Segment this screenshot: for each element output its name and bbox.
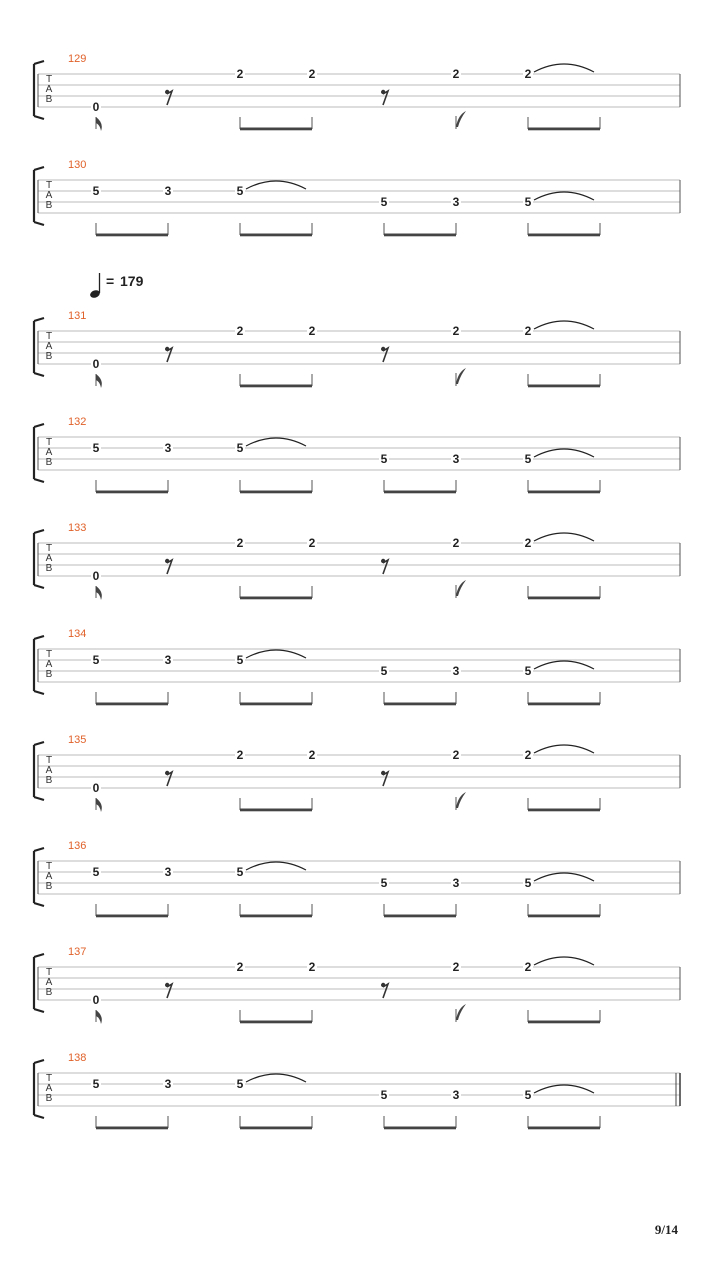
measure-number: 132 bbox=[68, 416, 87, 428]
fret-number: 5 bbox=[236, 184, 244, 198]
fret-number: 3 bbox=[452, 664, 460, 678]
fret-number: 2 bbox=[452, 67, 460, 81]
fret-number: 5 bbox=[92, 184, 100, 198]
fret-number: 5 bbox=[380, 1088, 388, 1102]
tab-clef-letter: A bbox=[45, 341, 53, 352]
tie-arc bbox=[534, 321, 594, 329]
system-bracket bbox=[34, 954, 44, 1012]
beam bbox=[240, 491, 312, 494]
system-bracket bbox=[34, 424, 44, 482]
fret-number: 2 bbox=[452, 324, 460, 338]
eighth-rest-icon bbox=[165, 90, 172, 105]
tab-clef-letter: B bbox=[45, 881, 53, 892]
tab-clef-letter: T bbox=[45, 649, 53, 660]
beam bbox=[528, 128, 600, 131]
tab-clef-letter: T bbox=[45, 755, 53, 766]
fret-number: 2 bbox=[524, 960, 532, 974]
eighth-rest-icon bbox=[381, 347, 388, 362]
note-flag bbox=[96, 586, 102, 600]
staff-system bbox=[34, 53, 680, 131]
eighth-rest-icon bbox=[381, 983, 388, 998]
tab-clef-letter: T bbox=[45, 437, 53, 448]
fret-number: 3 bbox=[164, 184, 172, 198]
tab-clef-letter: B bbox=[45, 987, 53, 998]
beam bbox=[384, 491, 456, 494]
note-flag bbox=[96, 117, 102, 131]
tab-clef-letter: B bbox=[45, 351, 53, 362]
fret-number: 5 bbox=[92, 653, 100, 667]
system-bracket bbox=[34, 167, 44, 225]
beam bbox=[96, 915, 168, 918]
page-number: 9/14 bbox=[654, 1222, 678, 1237]
tempo-marking bbox=[89, 273, 144, 299]
tie-arc bbox=[534, 745, 594, 753]
fret-number: 3 bbox=[164, 653, 172, 667]
eighth-rest-icon bbox=[381, 90, 388, 105]
beam bbox=[96, 1127, 168, 1130]
note-flag bbox=[456, 792, 466, 808]
fret-number: 2 bbox=[452, 748, 460, 762]
fret-number: 2 bbox=[524, 536, 532, 550]
tab-clef-letter: T bbox=[45, 1073, 53, 1084]
fret-number: 2 bbox=[236, 748, 244, 762]
fret-number: 0 bbox=[92, 357, 100, 371]
beam bbox=[384, 1127, 456, 1130]
tab-clef-letter: B bbox=[45, 563, 53, 574]
system-bracket bbox=[34, 530, 44, 588]
fret-number: 2 bbox=[236, 67, 244, 81]
measure-number: 131 bbox=[68, 310, 87, 322]
tie-arc bbox=[246, 1074, 306, 1082]
tab-clef-letter: A bbox=[45, 447, 53, 458]
tab-clef-letter: B bbox=[45, 775, 53, 786]
tab-clef-letter: T bbox=[45, 967, 53, 978]
fret-number: 3 bbox=[164, 441, 172, 455]
fret-number: 2 bbox=[308, 536, 316, 550]
tie-arc bbox=[534, 192, 594, 200]
fret-number: 5 bbox=[524, 876, 532, 890]
fret-number: 5 bbox=[524, 452, 532, 466]
beam bbox=[528, 809, 600, 812]
tab-clef-letter: A bbox=[45, 84, 53, 95]
staff-system bbox=[34, 273, 680, 388]
system-bracket bbox=[34, 848, 44, 906]
fret-number: 2 bbox=[524, 67, 532, 81]
fret-number: 5 bbox=[236, 1077, 244, 1091]
fret-number: 5 bbox=[236, 865, 244, 879]
note-flag bbox=[456, 580, 466, 596]
tempo-bpm: 179 bbox=[120, 273, 144, 289]
system-bracket bbox=[34, 61, 44, 119]
tie-arc bbox=[246, 438, 306, 446]
tab-clef-letter: B bbox=[45, 200, 53, 211]
tie-arc bbox=[246, 650, 306, 658]
measure-number: 130 bbox=[68, 159, 87, 171]
tab-clef-letter: T bbox=[45, 861, 53, 872]
tie-arc bbox=[534, 449, 594, 457]
beam bbox=[528, 1127, 600, 1130]
fret-number: 2 bbox=[308, 324, 316, 338]
beam bbox=[384, 703, 456, 706]
beam bbox=[384, 915, 456, 918]
staff-system bbox=[34, 416, 680, 493]
tab-clef-letter: A bbox=[45, 765, 53, 776]
fret-number: 5 bbox=[524, 1088, 532, 1102]
staff-system bbox=[34, 734, 680, 812]
tab-clef-letter: A bbox=[45, 1083, 53, 1094]
tie-arc bbox=[534, 957, 594, 965]
fret-number: 2 bbox=[452, 960, 460, 974]
fret-number: 2 bbox=[308, 67, 316, 81]
beam bbox=[240, 1021, 312, 1024]
measure-number: 134 bbox=[68, 628, 87, 640]
eighth-rest-icon bbox=[165, 347, 172, 362]
eighth-rest-icon bbox=[165, 983, 172, 998]
fret-number: 3 bbox=[164, 1077, 172, 1091]
beam bbox=[528, 1021, 600, 1024]
note-flag bbox=[456, 1004, 466, 1020]
beam bbox=[528, 597, 600, 600]
staff-system bbox=[34, 946, 680, 1024]
fret-number: 0 bbox=[92, 781, 100, 795]
beam bbox=[240, 234, 312, 237]
fret-number: 0 bbox=[92, 993, 100, 1007]
note-flag bbox=[96, 374, 102, 388]
eighth-rest-icon bbox=[381, 771, 388, 786]
fret-number: 3 bbox=[452, 452, 460, 466]
tab-clef-letter: A bbox=[45, 977, 53, 988]
eighth-rest-icon bbox=[381, 559, 388, 574]
beam bbox=[528, 234, 600, 237]
measure-number: 138 bbox=[68, 1052, 87, 1064]
fret-number: 5 bbox=[92, 441, 100, 455]
beam bbox=[96, 703, 168, 706]
fret-number: 5 bbox=[92, 1077, 100, 1091]
fret-number: 5 bbox=[236, 653, 244, 667]
fret-number: 5 bbox=[524, 195, 532, 209]
fret-number: 0 bbox=[92, 100, 100, 114]
staff-system bbox=[34, 840, 680, 917]
staff-system bbox=[34, 628, 680, 705]
staff-system bbox=[34, 1052, 680, 1129]
beam bbox=[240, 1127, 312, 1130]
tie-arc bbox=[534, 873, 594, 881]
fret-number: 2 bbox=[236, 324, 244, 338]
beam bbox=[528, 385, 600, 388]
tab-clef-letter: T bbox=[45, 543, 53, 554]
fret-number: 5 bbox=[524, 664, 532, 678]
tab-clef-letter: T bbox=[45, 74, 53, 85]
system-bracket bbox=[34, 742, 44, 800]
beam bbox=[96, 234, 168, 237]
fret-number: 2 bbox=[236, 536, 244, 550]
fret-number: 5 bbox=[380, 195, 388, 209]
tab-clef-letter: A bbox=[45, 659, 53, 670]
fret-number: 2 bbox=[524, 748, 532, 762]
fret-number: 0 bbox=[92, 569, 100, 583]
beam bbox=[240, 128, 312, 131]
tab-clef-letter: T bbox=[45, 331, 53, 342]
beam bbox=[528, 703, 600, 706]
beam bbox=[384, 234, 456, 237]
tab-clef-letter: A bbox=[45, 190, 53, 201]
fret-number: 3 bbox=[452, 195, 460, 209]
tab-clef-letter: T bbox=[45, 180, 53, 191]
fret-number: 3 bbox=[164, 865, 172, 879]
tab-clef-letter: A bbox=[45, 871, 53, 882]
beam bbox=[96, 491, 168, 494]
note-flag bbox=[96, 1010, 102, 1024]
note-flag bbox=[456, 111, 466, 127]
beam bbox=[528, 491, 600, 494]
tab-clef-letter: B bbox=[45, 1093, 53, 1104]
beam bbox=[240, 385, 312, 388]
beam bbox=[240, 809, 312, 812]
beam bbox=[240, 915, 312, 918]
fret-number: 3 bbox=[452, 876, 460, 890]
measure-number: 136 bbox=[68, 840, 87, 852]
fret-number: 5 bbox=[380, 876, 388, 890]
tempo-equals: = bbox=[106, 273, 115, 289]
tab-clef-letter: B bbox=[45, 669, 53, 680]
fret-number: 2 bbox=[524, 324, 532, 338]
system-bracket bbox=[34, 1060, 44, 1118]
note-flag bbox=[96, 798, 102, 812]
tie-arc bbox=[534, 661, 594, 669]
beam bbox=[240, 703, 312, 706]
fret-number: 2 bbox=[236, 960, 244, 974]
fret-number: 5 bbox=[92, 865, 100, 879]
tie-arc bbox=[246, 862, 306, 870]
measure-number: 137 bbox=[68, 946, 87, 958]
measure-number: 133 bbox=[68, 522, 87, 534]
eighth-rest-icon bbox=[165, 559, 172, 574]
fret-number: 2 bbox=[308, 960, 316, 974]
staff-system bbox=[34, 159, 680, 236]
tab-clef-letter: A bbox=[45, 553, 53, 564]
measure-number: 135 bbox=[68, 734, 87, 746]
fret-number: 5 bbox=[236, 441, 244, 455]
tab-clef-letter: B bbox=[45, 457, 53, 468]
tie-arc bbox=[246, 181, 306, 189]
measure-number: 129 bbox=[68, 53, 87, 65]
beam bbox=[240, 597, 312, 600]
tab-clef-letter: B bbox=[45, 94, 53, 105]
tie-arc bbox=[534, 1085, 594, 1093]
system-bracket bbox=[34, 318, 44, 376]
beam bbox=[528, 915, 600, 918]
fret-number: 2 bbox=[308, 748, 316, 762]
note-flag bbox=[456, 368, 466, 384]
fret-number: 5 bbox=[380, 452, 388, 466]
tie-arc bbox=[534, 533, 594, 541]
fret-number: 5 bbox=[380, 664, 388, 678]
fret-number: 3 bbox=[452, 1088, 460, 1102]
tie-arc bbox=[534, 64, 594, 72]
staff-system bbox=[34, 522, 680, 600]
eighth-rest-icon bbox=[165, 771, 172, 786]
fret-number: 2 bbox=[452, 536, 460, 550]
system-bracket bbox=[34, 636, 44, 694]
